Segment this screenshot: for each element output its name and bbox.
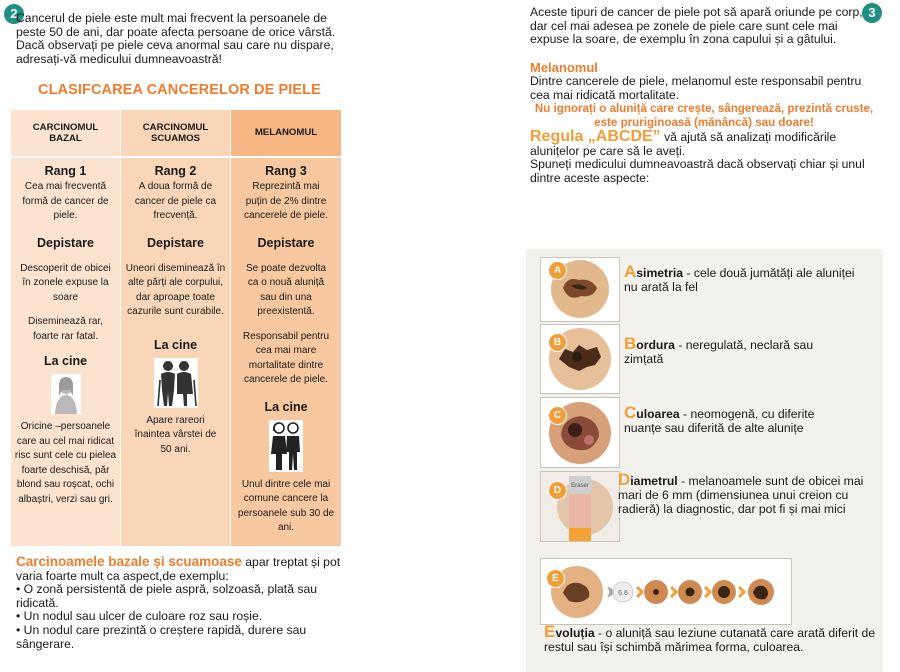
rank-text: A doua formă de cancer de piele ca frecvență. [134, 181, 217, 221]
badge-e: E [546, 569, 565, 588]
la-cine-label: La cine [43, 354, 88, 368]
rank-label: Rang 1 [44, 164, 87, 178]
bottom-heading: Carcinoamele bazale și scuamoase [16, 554, 242, 569]
bullet-item: • Un nodul sau ulcer de culoare roz sau roșie. [16, 609, 263, 624]
classification-table [11, 110, 341, 546]
bullet-item: • O zonă persistentă de piele aspră, solzoasă, plată sau ridicată. [16, 582, 318, 610]
young-couple-icon [269, 420, 303, 472]
badge-a: A [548, 261, 567, 280]
rank-text: Reprezintă mai puțin de 2% dintre cancerele de piele. [244, 181, 328, 221]
woman-silhouette-icon [51, 374, 81, 414]
item-c-text: Culoarea - neomogenă, cu diferite nuanțe sau diferită de alte alunițe [624, 403, 815, 435]
item-e-text: Evoluția - o aluniță sau leziune cutanată care arată diferit de restul sau își schimbă mărimea forma, culoarea. [544, 622, 876, 654]
rank-text: Cea mai frecventă formă de cancer de piele. [22, 181, 109, 221]
mole-evolution-icon [541, 559, 791, 624]
page-number-left: 2 [4, 4, 24, 24]
la-cine-text: Unul dintre cele mai comune cancere la persoanele sub 30 de ani. [237, 478, 335, 533]
column-header: CARCINOMUL BAZAL [32, 121, 99, 144]
column-header: MELANOMUL [231, 110, 341, 156]
eraser-label: Eraser [571, 483, 589, 489]
bottom-section [16, 555, 351, 651]
depistare-label: Depistare [147, 235, 204, 250]
intro-paragraph-left: Cancerul de piele este mult mai frecvent la persoanele de peste 50 de ani, dar poate afecta persoane de orice vârstă. Dacă observați pe piele ceva anormal sau care nu dispare, adresați-vă medicului dumneavoastră! [16, 11, 336, 66]
la-cine-label: La cine [153, 337, 198, 352]
item-d-text: Diametrul - melanoamele sunt de obicei mai mari de 6 mm (dimensiunea unui creion cu radieră) la diagnostic, dar pot fi și mai mici [618, 470, 864, 516]
classification-heading: CLASIFCAREA CANCERELOR DE PIELE [38, 82, 321, 98]
column-scuamos [121, 110, 230, 546]
extra-text: Diseminează rar, foarte rar fatal. [27, 316, 104, 342]
la-cine-text: Apare rareori înaintea vârstei de 50 ani. [134, 414, 217, 455]
depistare-text: Descoperit de obicei în zonele expuse la soare [20, 262, 111, 303]
depistare-text: Uneori diseminează în alte părți ale corpului, dar aproape toate cazurile sunt curabile. [125, 262, 226, 317]
depistare-text: Se poate dezvolta ca o nouă aluniță sau din una preexistentă. [245, 262, 327, 317]
intro-paragraph-right: Aceste tipuri de cancer de piele pot să apară oriunde pe corp, dar cel mai adesea pe zonele de piele care sunt cele mai expuse la soare, de exemplu în zona capului și a gâtului. [530, 5, 863, 47]
evolution-strip [540, 558, 792, 625]
abcde-heading: Regula „ABCDE” [530, 128, 661, 145]
depistare-label: Depistare [257, 235, 315, 250]
melanom-heading: Melanomul [530, 60, 598, 75]
depistare-label: Depistare [37, 235, 94, 250]
bullet-item: • Un nodul care prezintă o creștere rapidă, durere sau sângerare. [16, 622, 307, 651]
la-cine-label: La cine [264, 399, 308, 414]
column-bazal [11, 110, 120, 546]
abcde-intro [530, 130, 880, 185]
abcde-advice: Spuneți medicului dumneavoastră dacă observați chiar și unul dintre aceste aspecte: [530, 157, 865, 185]
column-header: CARCINOMUL SCUAMOS [142, 121, 209, 144]
melanom-text: Dintre cancerele de piele, melanomul este responsabil pentru cea mai ridicată mortalitate. [530, 74, 862, 102]
elderly-couple-icon [154, 358, 198, 408]
column-melanom [231, 110, 341, 546]
extra-text: Responsabil pentru cea mai mare mortalitate dintre cancerele de piele. [242, 330, 330, 385]
badge-c: C [548, 406, 567, 425]
abcde-rest: vă ajută să analizați modificările alunițelor pe care să le aveți. [530, 130, 837, 158]
evolution-start-label: 6.6 [618, 590, 628, 597]
item-a-text: Asimetria - cele două jumătăți ale aluniței nu arată la fel [624, 262, 855, 294]
rank-label: Rang 2 [154, 164, 197, 178]
warning-text: Nu ignorați o aluniță care crește, sângerează, prezintă cruste, este pruriginoasă (mănâncă) sau doare! [534, 102, 874, 129]
bottom-heading-rest: apar treptat și pot varia foarte mult ca aspect,de exemplu: [16, 555, 341, 583]
badge-b: B [548, 333, 567, 352]
badge-d: D [548, 481, 567, 500]
page-number-right: 3 [862, 3, 882, 23]
abcde-gallery [526, 249, 883, 672]
rank-label: Rang 3 [265, 164, 307, 178]
item-b-text: Bordura - neregulată, neclară sau zimțată [624, 334, 814, 366]
la-cine-text: Oricine –persoanele care au cel mai ridicat risc sunt cele cu pielea foarte deschisă, păr blond sau roșcat, ochi albaștri, verzi sau gri. [14, 421, 117, 505]
